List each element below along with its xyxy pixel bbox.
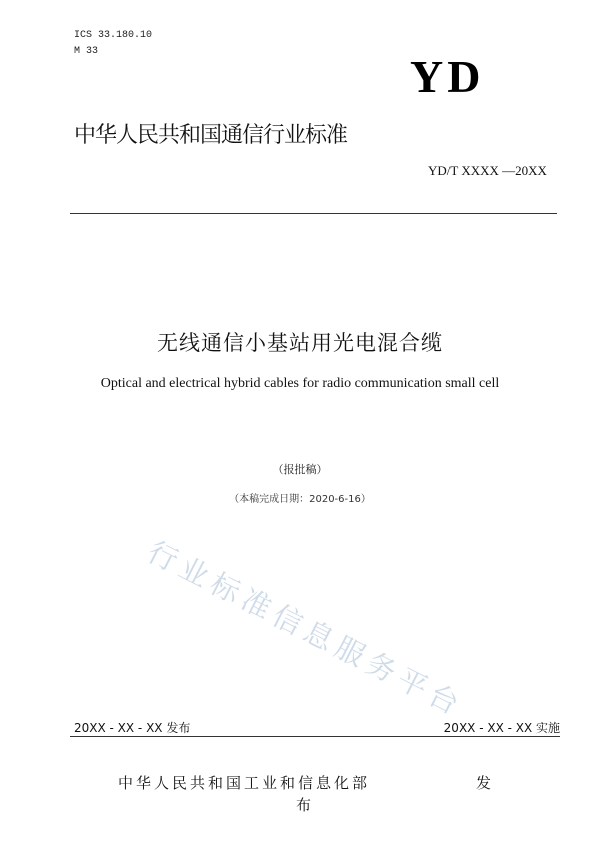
issued-label-part2: 布 bbox=[296, 796, 312, 814]
draft-status: （报批稿） bbox=[272, 463, 328, 476]
document-title-cn: 无线通信小基站用光电混合缆 bbox=[157, 331, 443, 355]
header-divider bbox=[70, 213, 557, 214]
standard-number: YD/T XXXX —20XX bbox=[428, 163, 547, 178]
implementation-date: 20XX - XX - XX 实施 bbox=[443, 721, 560, 735]
yd-logo: YD bbox=[410, 51, 485, 102]
issue-date: 20XX - XX - XX 发布 bbox=[74, 721, 191, 735]
classification-code: M 33 bbox=[74, 46, 99, 57]
issued-label-part1: 发 bbox=[476, 774, 492, 792]
watermark-text: 行业标准信息服务平台 bbox=[142, 534, 470, 724]
completion-date-note: （本稿完成日期：2020-6-16） bbox=[229, 494, 371, 505]
issuing-ministry: 中华人民共和国工业和信息化部 bbox=[118, 774, 371, 792]
standard-category: 中华人民共和国通信行业标准 bbox=[74, 123, 348, 148]
footer-divider bbox=[70, 736, 560, 737]
ics-code: ICS 33.180.10 bbox=[74, 30, 153, 41]
document-title-en: Optical and electrical hybrid cables for radio communication small cell bbox=[100, 376, 500, 391]
